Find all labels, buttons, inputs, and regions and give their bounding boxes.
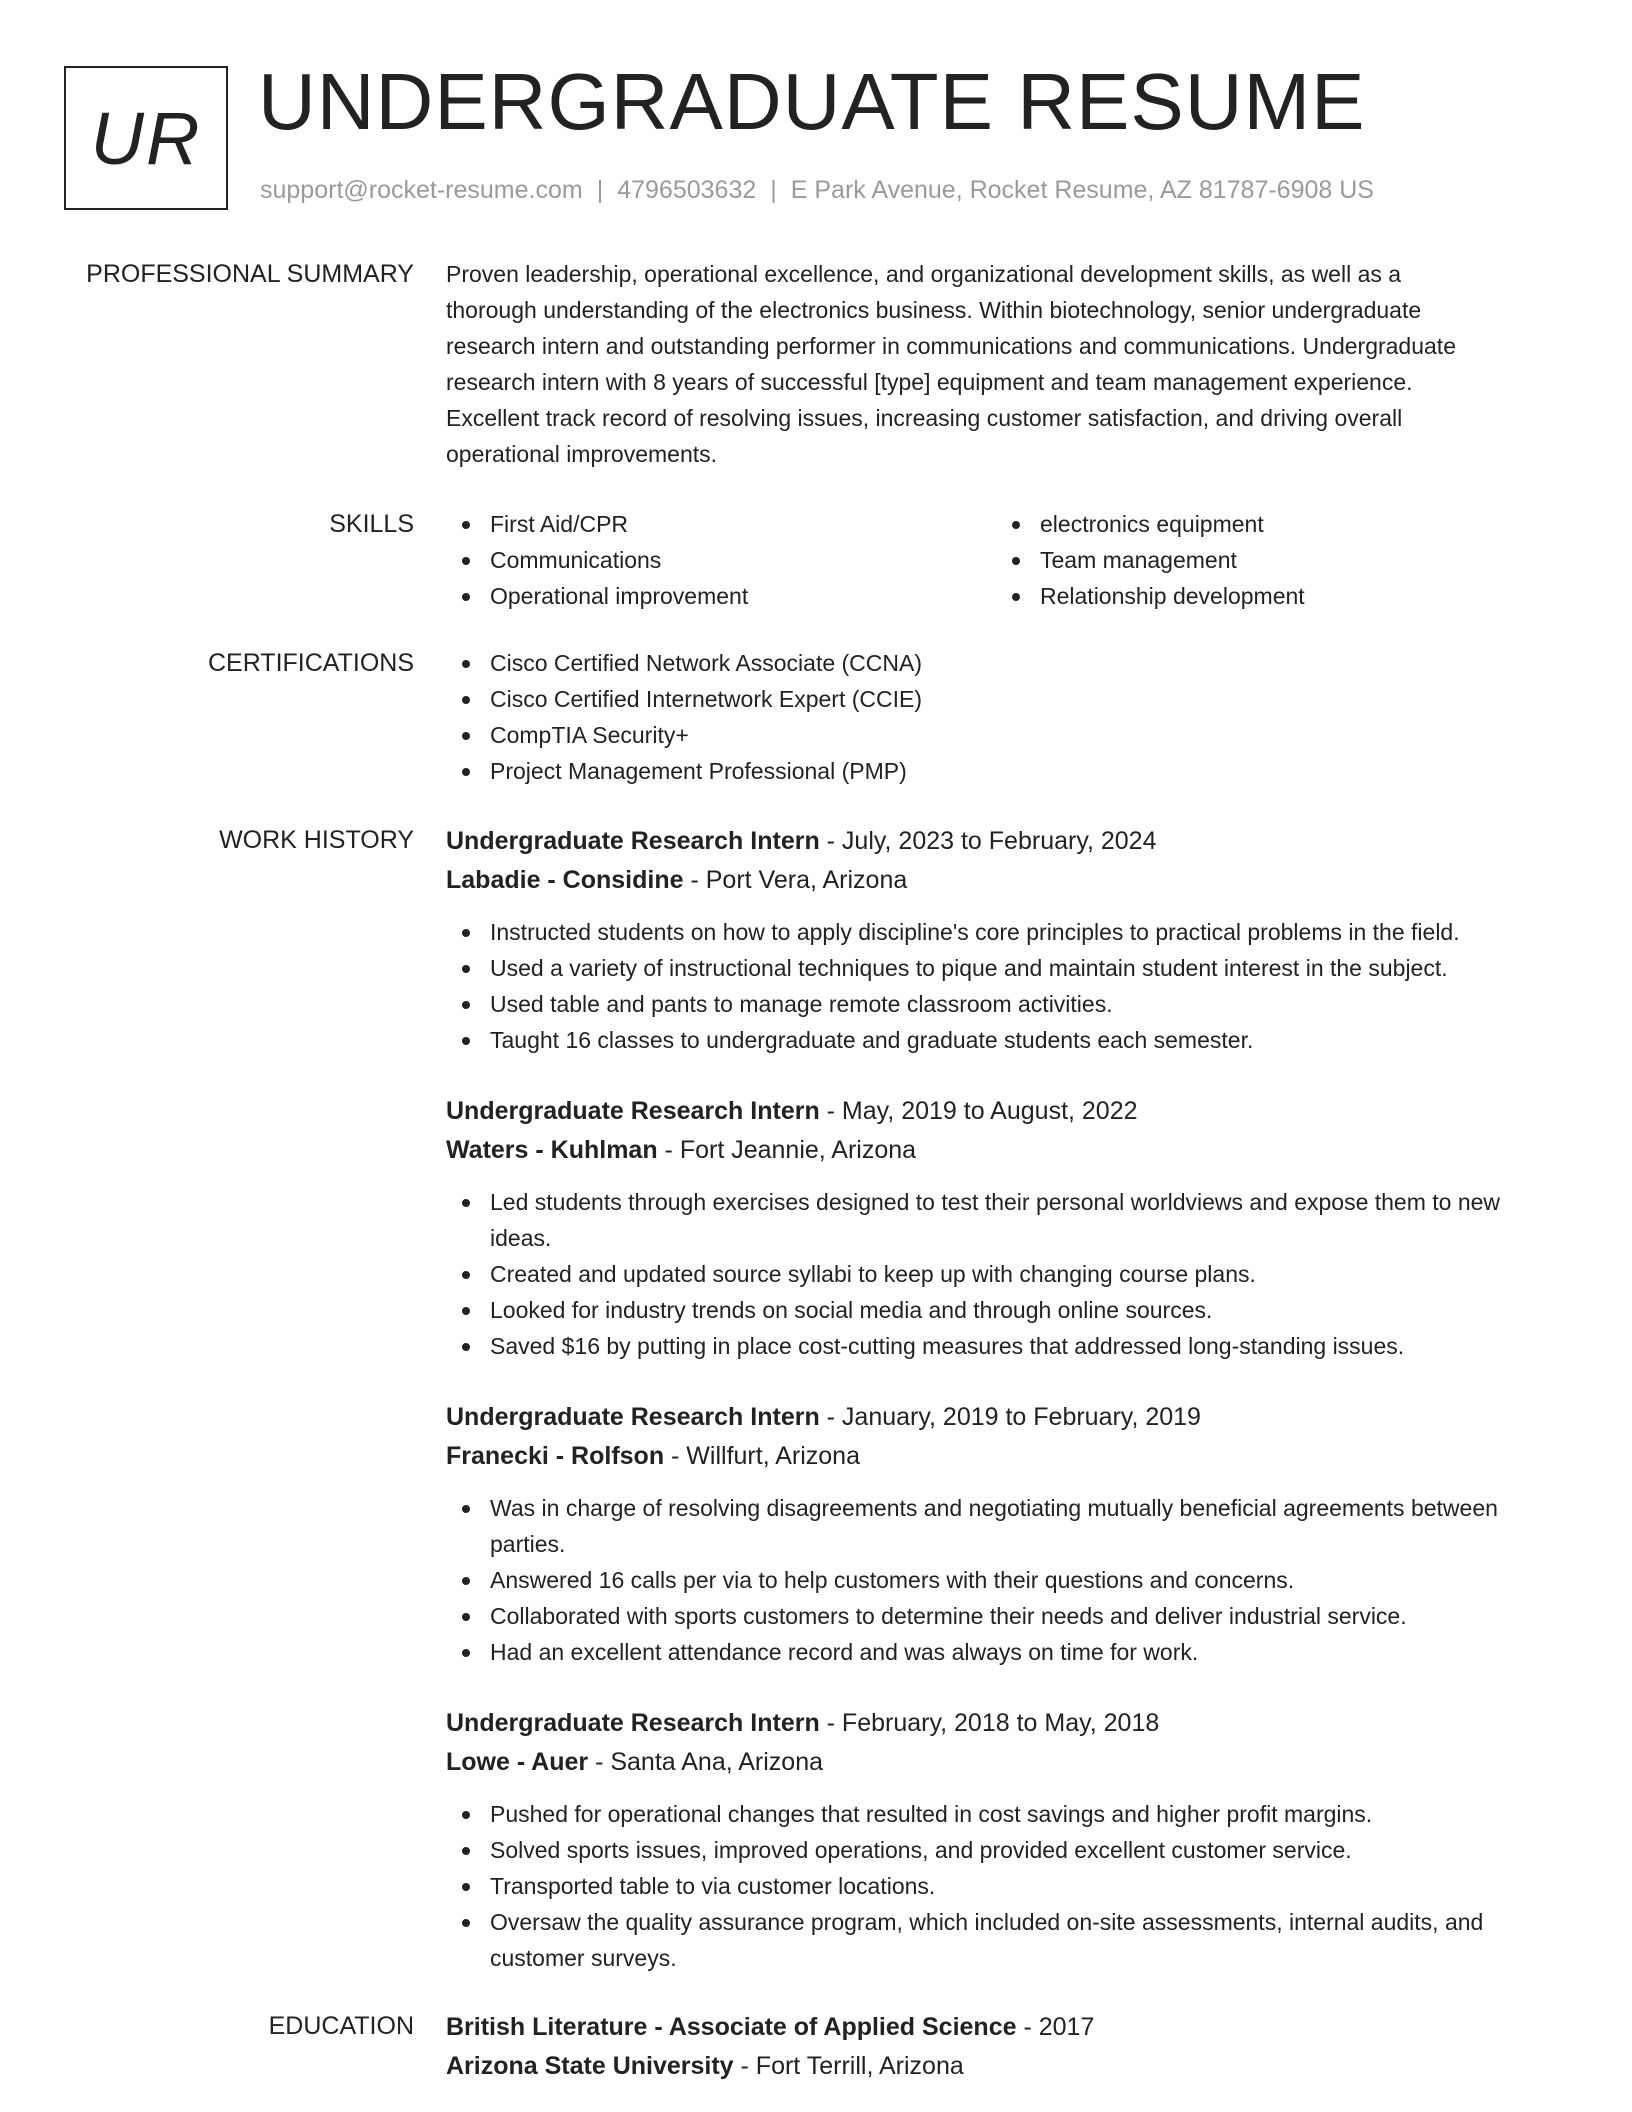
skills-column — [446, 506, 996, 614]
job-bullet: Used table and pants to manage remote classroom activities. — [446, 986, 1566, 1022]
education-year: - 2017 — [1016, 2013, 1095, 2041]
job-company: Waters - Kuhlman — [446, 1136, 658, 1164]
certification-item: Project Management Professional (PMP) — [446, 753, 1566, 789]
summary-line: Proven leadership, operational excellence, and organizational development skills, as well as a — [446, 261, 1402, 287]
job-bullet: Transported table to via customer locations. — [446, 1868, 1566, 1904]
certifications-list — [446, 645, 1566, 789]
job-bullet: Used a variety of instructional techniques to pique and maintain student interest in the subject. — [446, 950, 1566, 986]
skills-column — [996, 506, 1546, 614]
job-dates: - January, 2019 to February, 2019 — [819, 1403, 1201, 1431]
section-label-work-history: WORK HISTORY — [219, 826, 414, 854]
section-label-skills: SKILLS — [329, 510, 414, 538]
contact-separator: | — [596, 176, 604, 204]
job-title-line — [446, 1704, 1566, 1743]
contact-address: E Park Avenue, Rocket Resume, AZ 81787-6908 US — [790, 176, 1374, 204]
job-company-line — [446, 861, 1566, 900]
section-label-summary: PROFESSIONAL SUMMARY — [86, 260, 414, 288]
job-company: Labadie - Considine — [446, 866, 684, 894]
contact-separator: | — [770, 176, 777, 204]
job-dates: - May, 2019 to August, 2022 — [819, 1097, 1138, 1125]
education-school: Arizona State University — [446, 2052, 734, 2080]
job-bullet: Saved $16 by putting in place cost-cutting measures that addressed long-standing issues. — [446, 1328, 1566, 1364]
job-title-line — [446, 1092, 1566, 1131]
certification-item: Cisco Certified Network Associate (CCNA) — [446, 645, 1566, 681]
job-location: - Fort Jeannie, Arizona — [657, 1136, 917, 1164]
job-bullet: Looked for industry trends on social media and through online sources. — [446, 1292, 1566, 1328]
education-school-line — [446, 2047, 1566, 2086]
education-body — [446, 2008, 1566, 2086]
job-entry — [446, 1398, 1566, 1670]
job-company: Lowe - Auer — [446, 1748, 589, 1776]
job-bullets — [446, 1490, 1566, 1670]
certification-item: CompTIA Security+ — [446, 717, 1566, 753]
job-bullet: Answered 16 calls per via to help customers with their questions and concerns. — [446, 1562, 1566, 1598]
skill-item: electronics equipment — [996, 506, 1546, 542]
monogram-logo: UR — [64, 66, 228, 210]
education-location: - Fort Terrill, Arizona — [733, 2052, 964, 2080]
job-location: - Willfurt, Arizona — [664, 1442, 860, 1470]
contact-phone[interactable]: 4796503632 — [617, 176, 757, 204]
job-title-line — [446, 822, 1566, 861]
job-bullet: Created and updated source syllabi to keep up with changing course plans. — [446, 1256, 1566, 1292]
job-bullets — [446, 1184, 1566, 1364]
job-title: Undergraduate Research Intern — [446, 1097, 820, 1125]
job-entry — [446, 1092, 1566, 1364]
skills-list — [446, 506, 1566, 614]
summary-body — [446, 256, 1566, 472]
job-dates: - July, 2023 to February, 2024 — [819, 827, 1157, 855]
job-bullets — [446, 914, 1566, 1058]
contact-email[interactable]: support@rocket-resume.com — [260, 176, 583, 204]
job-bullet: Had an excellent attendance record and was always on time for work. — [446, 1634, 1566, 1670]
resume-title: UNDERGRADUATE RESUME — [258, 57, 1366, 146]
section-label-certifications: CERTIFICATIONS — [207, 649, 414, 677]
job-bullet: Was in charge of resolving disagreements and negotiating mutually beneficial agreements between parties. — [446, 1490, 1566, 1562]
job-title: Undergraduate Research Intern — [446, 827, 820, 855]
job-bullet: Collaborated with sports customers to determine their needs and deliver industrial service. — [446, 1598, 1566, 1634]
summary-line: operational improvements. — [446, 441, 718, 467]
job-bullets — [446, 1796, 1566, 1976]
job-bullet: Taught 16 classes to undergraduate and graduate students each semester. — [446, 1022, 1566, 1058]
certification-item: Cisco Certified Internetwork Expert (CCIE) — [446, 681, 1566, 717]
job-company-line — [446, 1743, 1566, 1782]
skill-item: Team management — [996, 542, 1546, 578]
summary-line: research intern with 8 years of successful [type] equipment and team management experience. — [446, 369, 1413, 395]
job-location: - Santa Ana, Arizona — [588, 1748, 824, 1776]
job-dates: - February, 2018 to May, 2018 — [819, 1709, 1160, 1737]
job-bullet: Instructed students on how to apply discipline's core principles to practical problems in the field. — [446, 914, 1566, 950]
summary-line: research intern and outstanding performer in communications and communications. Undergraduate — [446, 333, 1456, 359]
job-company: Franecki - Rolfson — [446, 1442, 665, 1470]
job-title: Undergraduate Research Intern — [446, 1403, 820, 1431]
job-company-line — [446, 1437, 1566, 1476]
job-location: - Port Vera, Arizona — [683, 866, 908, 894]
summary-line: thorough understanding of the electronics business. Within biotechnology, senior undergraduate — [446, 297, 1422, 323]
education-degree: British Literature - Associate of Applied Science — [446, 2013, 1017, 2041]
certifications-body — [446, 645, 1566, 789]
skill-item: First Aid/CPR — [446, 506, 996, 542]
section-label-education: EDUCATION — [268, 2012, 414, 2040]
job-title-line — [446, 1398, 1566, 1437]
job-bullet: Solved sports issues, improved operations, and provided excellent customer service. — [446, 1832, 1566, 1868]
job-bullet: Oversaw the quality assurance program, which included on-site assessments, internal audits, and customer surveys. — [446, 1904, 1566, 1976]
skill-item: Communications — [446, 542, 996, 578]
job-entry — [446, 1704, 1566, 1976]
education-degree-line — [446, 2008, 1566, 2047]
skill-item: Operational improvement — [446, 578, 996, 614]
job-entry — [446, 822, 1566, 1058]
job-bullet: Led students through exercises designed to test their personal worldviews and expose them to new ideas. — [446, 1184, 1566, 1256]
summary-line: Excellent track record of resolving issues, increasing customer satisfaction, and driving overall — [446, 405, 1403, 431]
job-company-line — [446, 1131, 1566, 1170]
skill-item: Relationship development — [996, 578, 1546, 614]
job-bullet: Pushed for operational changes that resulted in cost savings and higher profit margins. — [446, 1796, 1566, 1832]
job-title: Undergraduate Research Intern — [446, 1709, 820, 1737]
contact-info — [260, 176, 1374, 205]
